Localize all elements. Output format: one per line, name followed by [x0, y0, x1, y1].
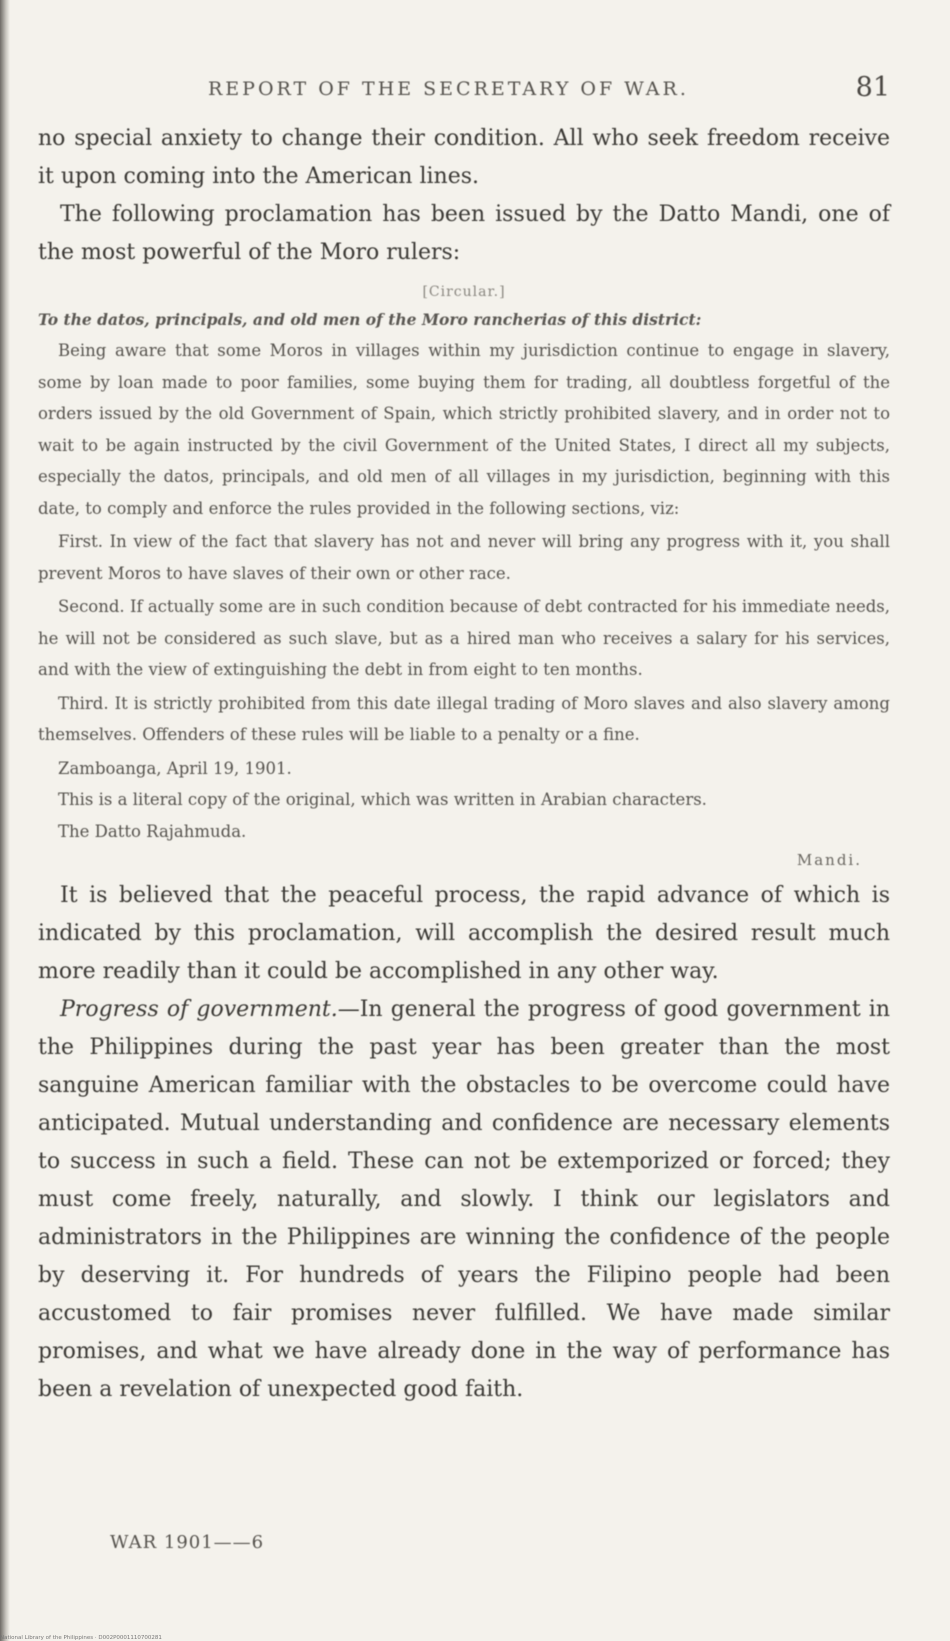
- running-head-title: REPORT OF THE SECRETARY OF WAR.: [208, 78, 689, 100]
- circular-signature: Mandi.: [796, 851, 862, 869]
- circular-paragraph-first: First. In view of the fact that slavery has not and never will bring any progress with it, you shall prevent Moros to have slaves of their own or other race.: [38, 532, 890, 583]
- document-page: [38, 72, 890, 1409]
- circular-label: [Circular.]: [422, 284, 506, 300]
- signature-mark: WAR 1901——6: [110, 1532, 265, 1553]
- progress-body: —In general the progress of good government in the Philippines during the past year has been greater than the most sanguine American familiar with the obstacles to be overcome could have anticipated. Mutual understanding and confidence are necessary elements to success in such a field. These can not be extemporized or forced; they must come freely, naturally, and slowly. I think our legislators and administrators in the Philippines are winning the confidence of the people by deserving it. For hundreds of years the Filipino people had been accustomed to fair promises never fulfilled. We have made similar promises, and what we have already done in the way of performance has been a revelation of unexpected good faith.: [38, 997, 891, 1402]
- progress-heading: Progress of government.: [60, 997, 338, 1022]
- library-imprint: National Library of the Philippines · D002P0001110700281: [0, 1635, 162, 1641]
- circular-paragraph-preamble: Being aware that some Moros in villages within my jurisdiction continue to engage in slavery, some by loan made to poor families, some buying them for trading, all doubtless forgetful of the orders issued by the old Government of Spain, which strictly prohibited slavery, and in order not to wait to be again instructed by the civil Government of the United States, I direct all my subjects, especially the datos, principals, and old men of all villages in my jurisdiction, beginning with this date, to comply and enforce the rules provided in the following sections, viz:: [38, 341, 890, 518]
- circular-proclamation: [38, 284, 890, 869]
- paragraph-peaceful-process: It is believed that the peaceful process, the rapid advance of which is indicated by this proclamation, will accomplish the desired result much more readily than it could be accomplished in any other way.: [38, 883, 890, 984]
- circular-paragraph-second: Second. If actually some are in such condition because of debt contracted for his immediate needs, he will not be considered as such slave, but as a hired man who receives a salary for his services, and with the view of extinguishing the debt in from eight to ten months.: [38, 597, 890, 679]
- paragraph-freedom: no special anxiety to change their condition. All who seek freedom receive it upon coming into the American lines.: [38, 126, 890, 189]
- circular-paragraph-third: Third. It is strictly prohibited from this date illegal trading of Moro slaves and also slavery among themselves. Offenders of these rules will be liable to a penalty or a fine.: [38, 693, 890, 744]
- paragraph-progress-of-government: [38, 991, 890, 1409]
- running-head: [38, 72, 890, 112]
- circular-date-line: Zamboanga, April 19, 1901.: [58, 758, 292, 778]
- page-number: 81: [855, 72, 890, 103]
- paragraph-proclamation-intro: The following proclamation has been issued by the Datto Mandi, one of the most powerful of the Moro rulers:: [38, 202, 890, 265]
- circular-witness: The Datto Rajahmuda.: [58, 821, 247, 841]
- circular-address: To the datos, principals, and old men of the Moro rancherias of this district:: [38, 310, 702, 329]
- page-gutter-shadow: [0, 0, 10, 1641]
- circular-note: This is a literal copy of the original, which was written in Arabian characters.: [58, 790, 707, 809]
